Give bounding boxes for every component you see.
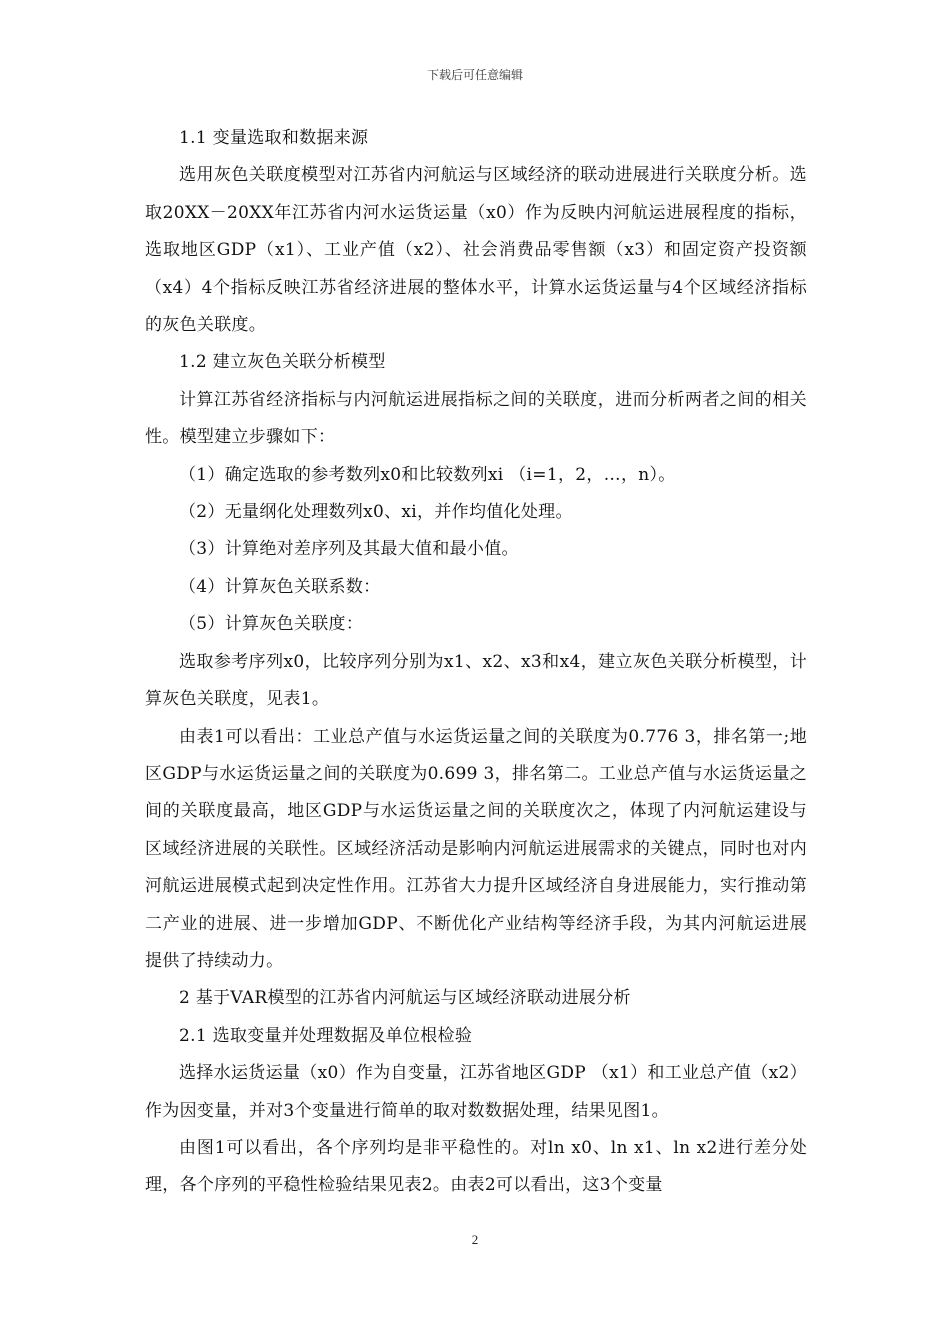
page-number: 2 bbox=[471, 1232, 479, 1247]
document-body bbox=[145, 120, 807, 1205]
step-3: （3）计算绝对差序列及其最大值和最小值。 bbox=[179, 539, 519, 560]
step-2: （2）无量纲化处理数列x0、xi，并作均值化处理。 bbox=[179, 502, 573, 523]
paragraph-model: 计算江苏省经济指标与内河航运进展指标之间的关联度，进而分析两者之间的相关性。模型建立步骤如下： bbox=[145, 389, 807, 448]
step-4: （4）计算灰色关联系数： bbox=[179, 576, 381, 597]
step-1: （1）确定选取的参考数列x0和比较数列xi （i=1，2，…，n）。 bbox=[179, 464, 676, 485]
section-heading-2-1: 2.1 选取变量并处理数据及单位根检验 bbox=[179, 1025, 473, 1046]
paragraph-analysis: 由表1可以看出：工业总产值与水运货运量之间的关联度为0.776 3，排名第一;地区GDP与水运货运量之间的关联度为0.699 3，排名第二。工业总产值与水运货运量之间的关联度最高，地区GDP与水运货运量之间的关联度次之，体现了内河航运建设与区域经济进展的关联性。区域经济活动是影响内河航运进展需求的关键点，同时也对内河航运进展模式起到决定性作用。江苏省大力提升区域经济自身进展能力，实行推动第二产业的进展、进一步增加GDP、不断优化产业结构等经济手段，为其内河航运进展提供了持续动力。 bbox=[145, 726, 807, 971]
paragraph-stationarity: 由图1可以看出，各个序列均是非平稳性的。对ln x0、ln x1、ln x2进行差分处理，各个序列的平稳性检验结果见表2。由表2可以看出，这3个变量 bbox=[145, 1137, 807, 1196]
section-heading-1-2: 1.2 建立灰色关联分析模型 bbox=[179, 352, 386, 373]
section-heading-2: 2 基于VAR模型的江苏省内河航运与区域经济联动进展分析 bbox=[179, 988, 631, 1009]
paragraph-table-ref: 选取参考序列x0，比较序列分别为x1、x2、x3和x4，建立灰色关联分析模型，计算灰色关联度，见表1。 bbox=[145, 651, 807, 710]
step-5: （5）计算灰色关联度： bbox=[179, 614, 364, 635]
section-heading-1-1: 1.1 变量选取和数据来源 bbox=[179, 128, 369, 148]
paragraph-intro: 选用灰色关联度模型对江苏省内河航运与区域经济的联动进展进行关联度分析。选取20XX－20XX年江苏省内河水运货运量（x0）作为反映内河航运进展程度的指标，选取地区GDP（x1）、工业产值（x2）、社会消费品零售额（x3）和固定资产投资额（x4）4个指标反映江苏省经济进展的整体水平，计算水运货运量与4个区域经济指标的灰色关联度。 bbox=[145, 165, 807, 336]
paragraph-variables: 选择水运货运量（x0）作为自变量，江苏省地区GDP （x1）和工业总产值（x2）作为因变量，并对3个变量进行简单的取对数数据处理，结果见图1。 bbox=[145, 1063, 807, 1121]
page-header: 下载后可任意编辑 bbox=[426, 68, 523, 82]
